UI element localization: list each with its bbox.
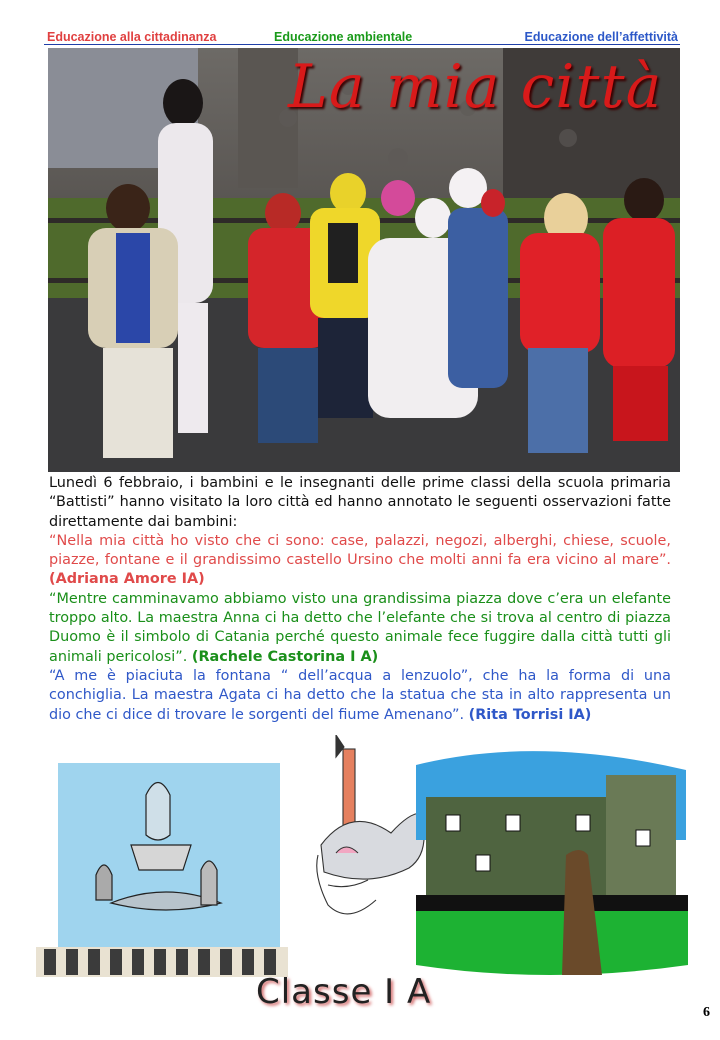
- fountain-drawing: [36, 757, 288, 977]
- article-body: [49, 474, 671, 725]
- class-label: Classe I A: [256, 972, 432, 1012]
- castle-drawing: [416, 751, 688, 975]
- quote-author: (Rita Torrisi IA): [468, 706, 592, 723]
- header-topic-environment: Educazione ambientale: [274, 30, 413, 44]
- class-walk-photo: [48, 48, 680, 472]
- quote-text: “Mentre camminavamo abbiamo visto una grandissima piazza dove c’era un elefante troppo alto. La maestra Anna ci ha detto che l’elefante che si trova al centro di piazza Duomo è il simbolo di Catania perché questo animale fece fuggire dalla città tutti gli animali pericolosi”.: [49, 590, 671, 665]
- quote-rita: [49, 667, 671, 725]
- article-intro: Lunedì 6 febbraio, i bambini e le insegnanti delle prime classi della scuola primaria “Battisti” hanno visitato la loro città ed hanno annotato le seguenti osservazioni fatte direttamente dai bambini:: [49, 475, 671, 530]
- header-topic-citizenship: Educazione alla cittadinanza: [47, 30, 217, 44]
- quote-adriana: [49, 532, 671, 590]
- page-number: 6: [703, 1005, 710, 1020]
- header-rule: [44, 44, 680, 45]
- quote-author: (Rachele Castorina I A): [191, 648, 379, 665]
- elephant-drawing: [317, 735, 424, 914]
- quote-text: “Nella mia città ho visto che ci sono: case, palazzi, negozi, alberghi, chiese, scuole, piazze, fontane e il grandissimo castello Ursino che molti anni fa era vicino al mare”.: [49, 532, 671, 569]
- quote-author: (Adriana Amore IA): [49, 571, 205, 588]
- quote-rachele: [49, 590, 671, 667]
- quote-text: “A me è piaciuta la fontana “ dell’acqua a lenzuolo”, che ha la forma di una conchiglia. La maestra Agata ci ha detto che la statua che sta in alto rappresenta un dio che ci dice di trovare le sorgenti del fiume Amenano”.: [49, 667, 671, 723]
- header-topic-affectivity: Educazione dell’affettività: [524, 30, 678, 44]
- photo-title: La mia città: [288, 52, 663, 122]
